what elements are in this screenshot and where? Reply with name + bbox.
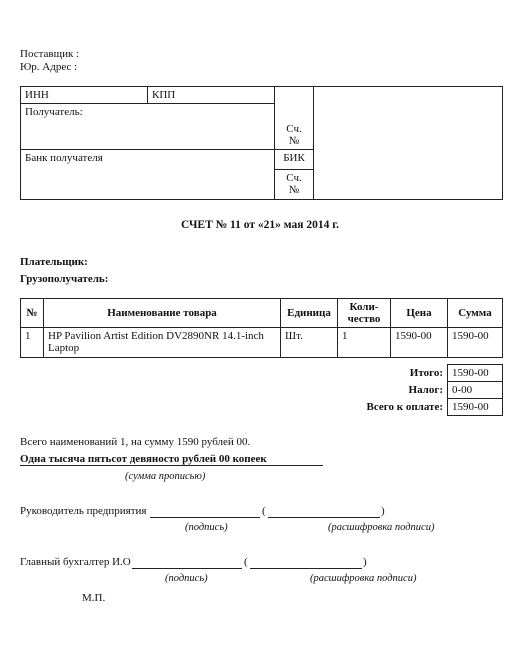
kpp-cell: КПП [148, 87, 275, 104]
totals-block [363, 364, 503, 416]
table-row [21, 328, 503, 358]
items-summary: Всего наименований 1, на сумму 1590 рублей 00. [20, 436, 251, 448]
items-table [20, 298, 503, 358]
account-label: Сч. [286, 123, 302, 135]
total-label: Итого: [409, 367, 443, 379]
consignee-label: Грузополучатель: [20, 273, 109, 285]
row-num: 1 [21, 328, 44, 358]
items-header-row [21, 299, 503, 328]
accountant-signature-line [132, 568, 242, 569]
tax-value: 0-00 [448, 382, 503, 399]
payer-label: Плательщик: [20, 256, 88, 268]
inn-cell: ИНН [21, 87, 148, 104]
recipient-bank-cell: Банк получателя [21, 150, 275, 200]
col-qty-header: Коли- чество [338, 299, 391, 328]
col-price-header: Цена [391, 299, 448, 328]
total-value: 1590-00 [448, 365, 503, 382]
bank-account-number-sign: № [288, 184, 300, 196]
director-decode-hint: (расшифровка подписи) [328, 522, 435, 533]
row-unit: Шт. [281, 328, 338, 358]
bank-account-cell [275, 170, 314, 200]
row-name: HP Pavilion Artist Edition DV2890NR 14.1-inch Laptop [44, 328, 281, 358]
supplier-label: Поставщик : [20, 48, 80, 60]
director-close-paren: ) [381, 505, 385, 517]
col-num-header: № [21, 299, 44, 328]
row-sum: 1590-00 [448, 328, 503, 358]
tax-label: Налог: [408, 384, 443, 396]
recipient-account-cell [275, 87, 314, 150]
bank-details-block [20, 86, 503, 200]
director-sign-hint: (подпись) [185, 522, 228, 533]
amount-due-value: 1590-00 [448, 399, 503, 416]
director-signature-line [150, 517, 260, 518]
director-label: Руководитель предприятия [20, 505, 147, 517]
account-values-cell [314, 87, 503, 200]
amount-in-words-hint: (сумма прописью) [125, 471, 206, 482]
recipient-cell: Получатель: [21, 104, 275, 150]
col-name-header: Наименование товара [44, 299, 281, 328]
account-number-sign: № [288, 135, 300, 147]
bank-account-label: Сч. [286, 172, 302, 184]
amount-due-label: Всего к оплате: [366, 401, 443, 413]
accountant-name-line [250, 568, 362, 569]
accountant-sign-hint: (подпись) [165, 573, 208, 584]
amount-in-words: Одна тысяча пятьсот девяносто рублей 00 копеек [20, 453, 323, 466]
accountant-open-paren: ( [244, 556, 248, 568]
row-price: 1590-00 [391, 328, 448, 358]
accountant-decode-hint: (расшифровка подписи) [310, 573, 417, 584]
invoice-title: СЧЕТ № 11 от «21» мая 2014 г. [180, 219, 340, 231]
accountant-close-paren: ) [363, 556, 367, 568]
director-name-line [268, 517, 380, 518]
col-unit-header: Единица [281, 299, 338, 328]
legal-address-label: Юр. Адрес : [20, 61, 78, 73]
accountant-label: Главный бухгалтер И.О [20, 556, 131, 568]
row-qty: 1 [338, 328, 391, 358]
stamp-place: М.П. [82, 592, 106, 604]
director-open-paren: ( [262, 505, 266, 517]
bik-cell: БИК [275, 150, 314, 170]
col-sum-header: Сумма [448, 299, 503, 328]
